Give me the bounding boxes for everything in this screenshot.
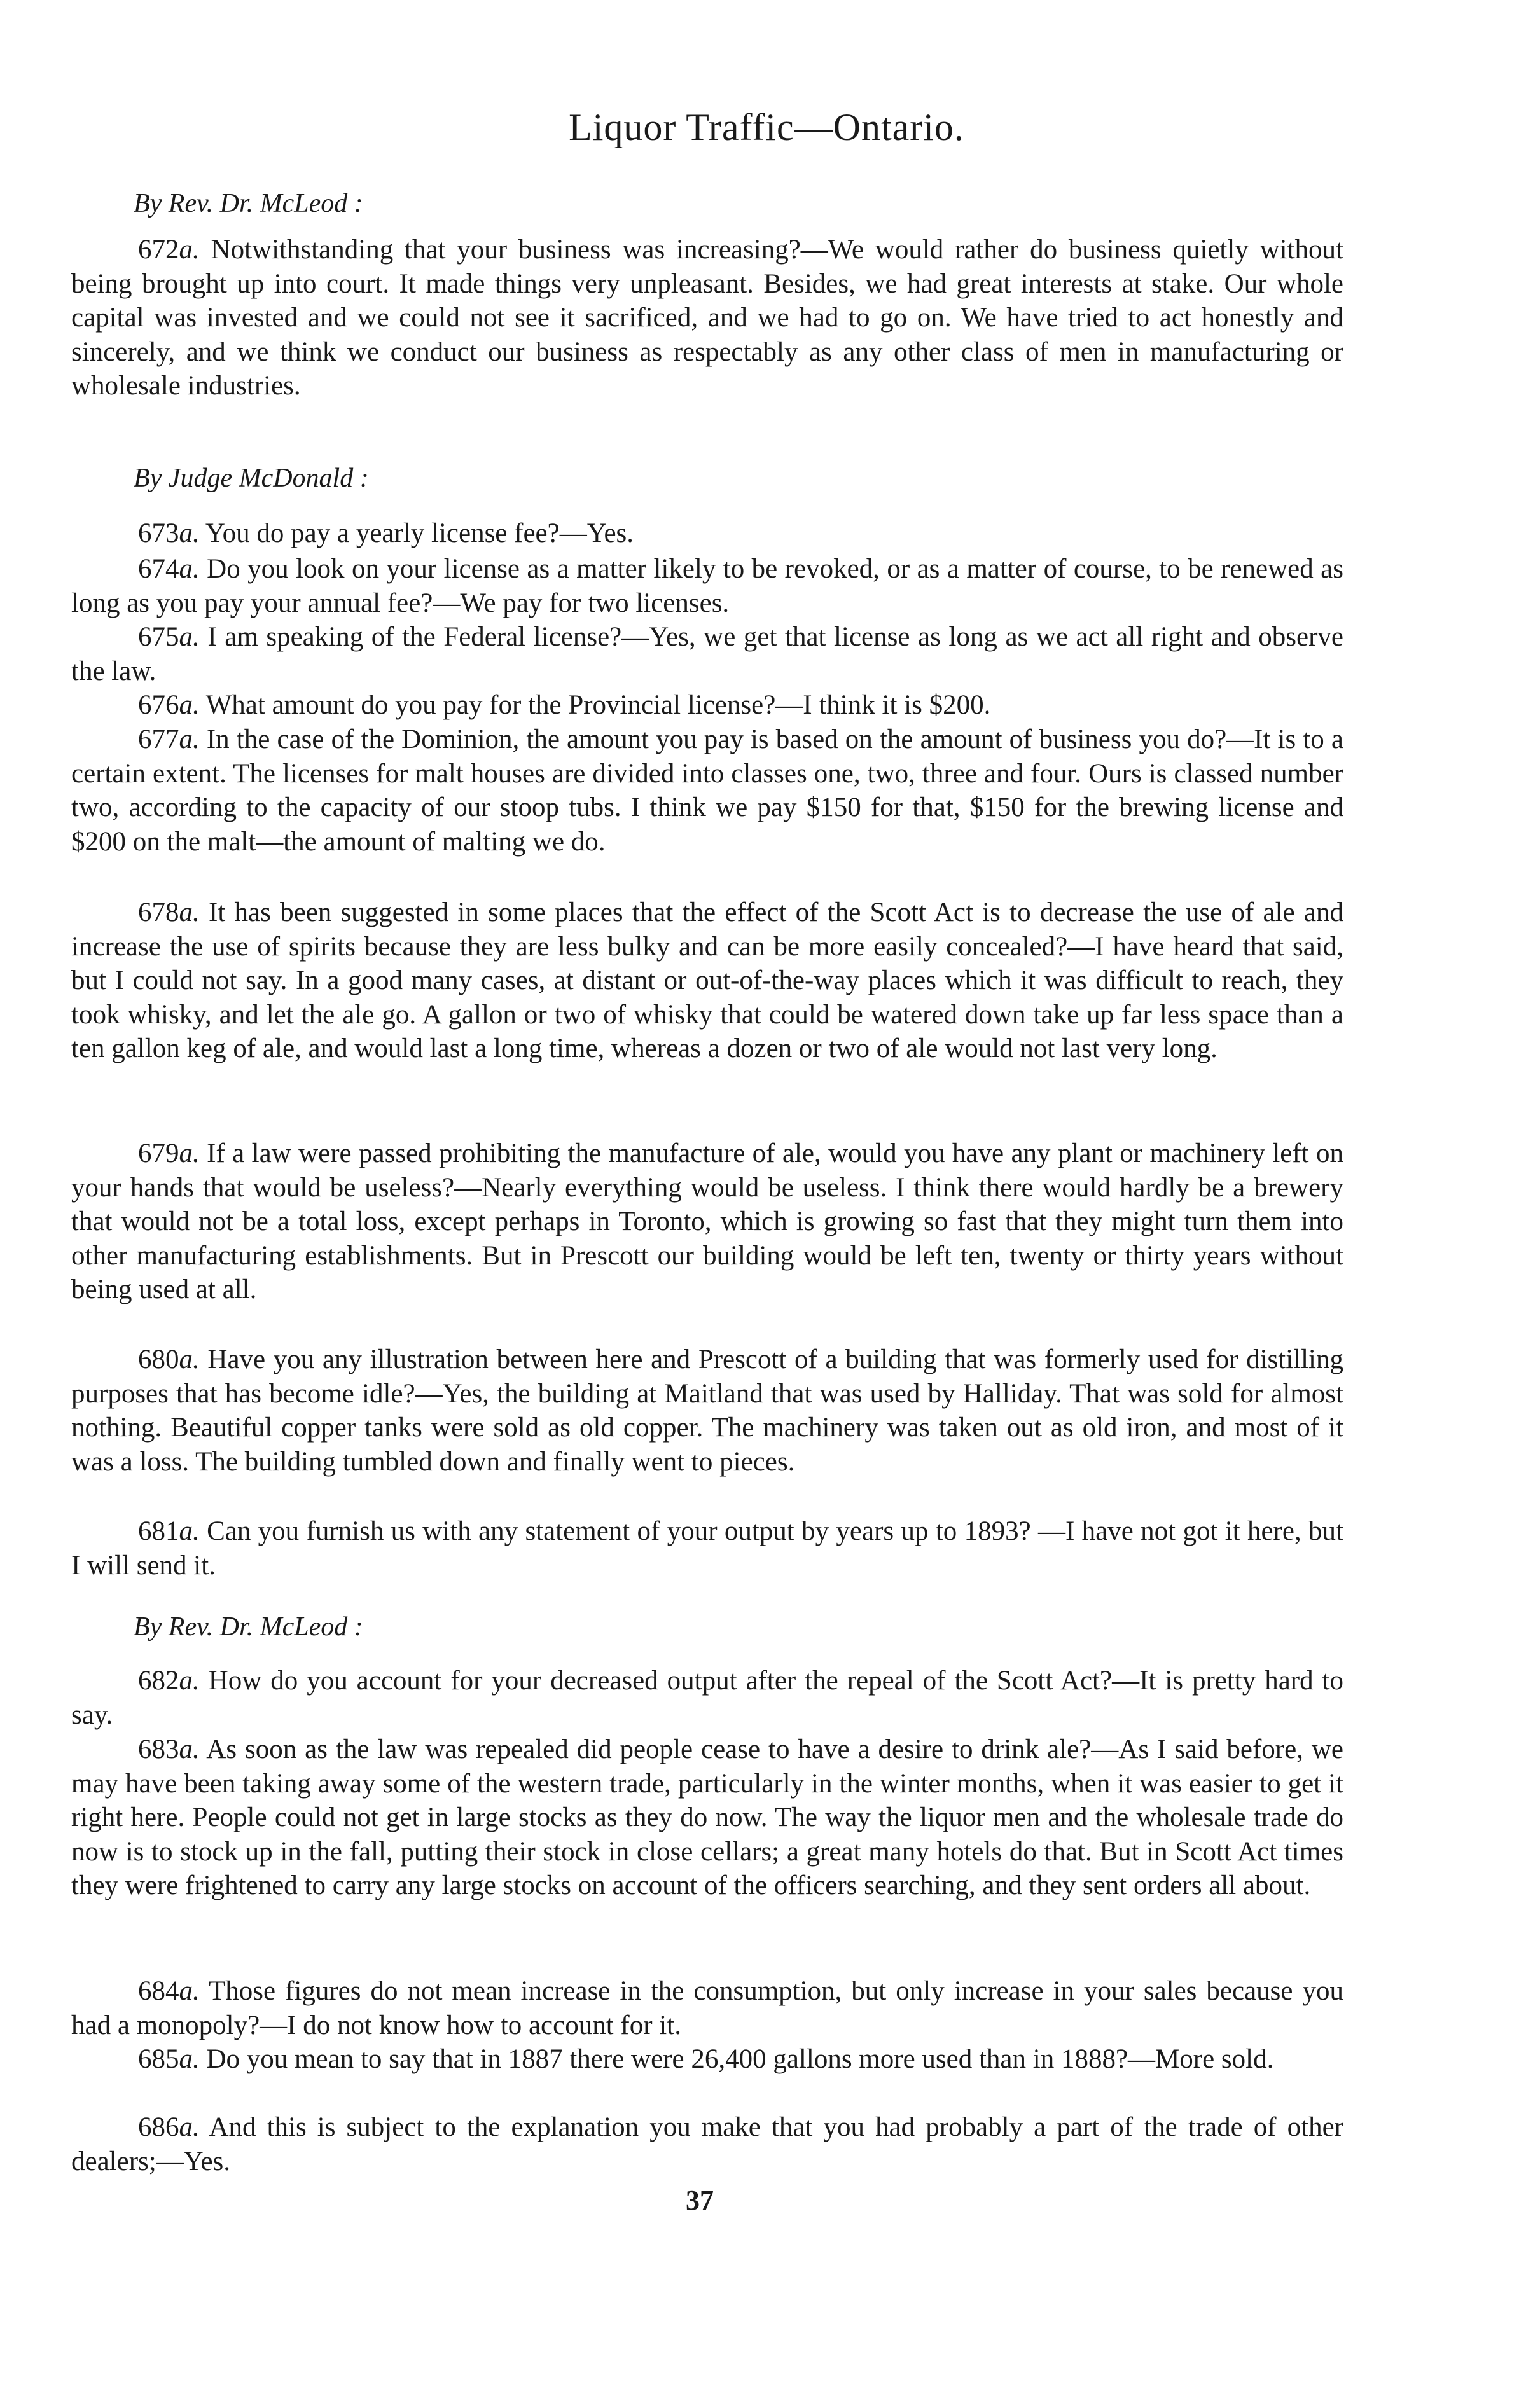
testimony-paragraph — [71, 1343, 1343, 1479]
testimony-paragraph — [71, 233, 1343, 403]
paragraph-text: Can you furnish us with any statement of your output by years up to 1893? —I have not got it here, but I will send it. — [71, 1516, 1343, 1581]
question-number: 686a. — [138, 2112, 200, 2142]
page-title: Liquor Traffic—Ontario. — [569, 106, 964, 148]
paragraph-text: Notwithstanding that your business was increasing?—We would rather do business quietly without being brought up into court. It made things very unpleasant. Besides, we had great interests at stake. Our whole capital was invested and we could not see it sacrificed, and we had to go on. We have tried to act honestly and sincerely, and we think we conduct our business as respectably as any other class of men in manufacturing or wholesale industries. — [71, 235, 1343, 401]
speaker-heading: By Judge McDonald : — [134, 464, 369, 493]
paragraph-text: Do you look on your license as a matter likely to be revoked, or as a matter of course, to be renewed as long as you pay your annual fee?—We pay for two licenses. — [71, 554, 1343, 618]
paragraph-text: How do you account for your decreased output after the repeal of the Scott Act?—It is pretty hard to say. — [71, 1666, 1343, 1730]
question-number: 674a. — [138, 554, 200, 584]
paragraph-text: Those figures do not mean increase in the consumption, but only increase in your sales because you had a monopoly?—I do not know how to account for it. — [71, 1976, 1343, 2040]
page-number: 37 — [686, 2185, 714, 2216]
paragraph-text: In the case of the Dominion, the amount you pay is based on the amount of business you do?—It is to a certain extent. The licenses for malt houses are divided into classes one, two, three and four. Ours is classed number two, according to the capacity of our stoop tubs. I think we pay $150 for that, $150 for the brewing license and $200 on the malt—the amount of malting we do. — [71, 724, 1343, 857]
paragraph-text: It has been suggested in some places that the effect of the Scott Act is to decrease the use of ale and increase the use of spirits because they are less bulky and can be more easily concealed?—I have heard that said, but I could not say. In a good many cases, at distant or out-of-the-way places which it was difficult to reach, they took whisky, and let the ale go. A gallon or two of whisky that could be watered down take up far less space than a ten gallon keg of ale, and would last a long time, whereas a dozen or two of ale would not last very long. — [71, 897, 1343, 1064]
testimony-paragraph — [71, 620, 1343, 688]
testimony-paragraph — [71, 1733, 1343, 1903]
paragraph-text: And this is subject to the explanation you make that you had probably a part of the trade of other dealers;—Yes. — [71, 2112, 1343, 2176]
testimony-paragraph — [71, 552, 1343, 620]
paragraph-text: I am speaking of the Federal license?—Yes, we get that license as long as we act all right and observe the law. — [71, 622, 1343, 686]
question-number: 673a. — [138, 518, 200, 548]
question-number: 676a. — [138, 690, 200, 720]
testimony-paragraph — [71, 1514, 1343, 1582]
question-number: 680a. — [138, 1345, 200, 1374]
question-number: 681a. — [138, 1516, 200, 1546]
paragraph-text: You do pay a yearly license fee?—Yes. — [199, 518, 634, 548]
testimony-paragraph — [71, 2042, 1343, 2077]
speaker-heading: By Rev. Dr. McLeod : — [134, 1612, 363, 1642]
question-number: 683a. — [138, 1734, 200, 1764]
question-number: 684a. — [138, 1976, 200, 2006]
question-number: 677a. — [138, 724, 200, 754]
testimony-paragraph — [71, 1664, 1343, 1732]
paragraph-text: What amount do you pay for the Provincial license?—I think it is $200. — [199, 690, 991, 720]
testimony-paragraph — [71, 2110, 1343, 2178]
paragraph-text: Have you any illustration between here and Prescott of a building that was formerly used for distilling purposes that has become idle?—Yes, the building at Maitland that was used by Halliday. That was sold for almost nothing. Beautiful copper tanks were sold as old copper. The machinery was taken out as old iron, and most of it was a loss. The building tumbled down and finally went to pieces. — [71, 1345, 1343, 1477]
question-number: 678a. — [138, 897, 200, 927]
paragraph-text: As soon as the law was repealed did people cease to have a desire to drink ale?—As I said before, we may have been taking away some of the western trade, particularly in the winter months, when it was easier to get it right here. People could not get in large stocks as they do now. The way the liquor men and the wholesale trade do now is to stock up in the fall, putting their stock in close cellars; a great many hotels do that. But in Scott Act times they were frightened to carry any large stocks on account of the officers searching, and they sent orders all about. — [71, 1734, 1343, 1901]
speaker-heading: By Rev. Dr. McLeod : — [134, 189, 363, 218]
paragraph-text: Do you mean to say that in 1887 there were 26,400 gallons more used than in 1888?—More sold. — [199, 2044, 1274, 2074]
question-number: 675a. — [138, 622, 200, 652]
testimony-paragraph — [71, 688, 1343, 723]
question-number: 682a. — [138, 1666, 200, 1696]
testimony-paragraph — [71, 723, 1343, 859]
testimony-paragraph — [71, 896, 1343, 1066]
testimony-paragraph — [71, 1137, 1343, 1307]
testimony-paragraph — [71, 1974, 1343, 2042]
question-number: 679a. — [138, 1138, 200, 1168]
question-number: 672a. — [138, 235, 200, 265]
paragraph-text: If a law were passed prohibiting the manufacture of ale, would you have any plant or machinery left on your hands that would be useless?—Nearly everything would be useless. I think there would hardly be a brewery that would not be a total loss, except perhaps in Toronto, which is growing so fast that they might turn them into other manufacturing establishments. But in Prescott our building would be left ten, twenty or thirty years without being used at all. — [71, 1138, 1343, 1305]
testimony-paragraph — [71, 516, 1343, 551]
question-number: 685a. — [138, 2044, 200, 2074]
